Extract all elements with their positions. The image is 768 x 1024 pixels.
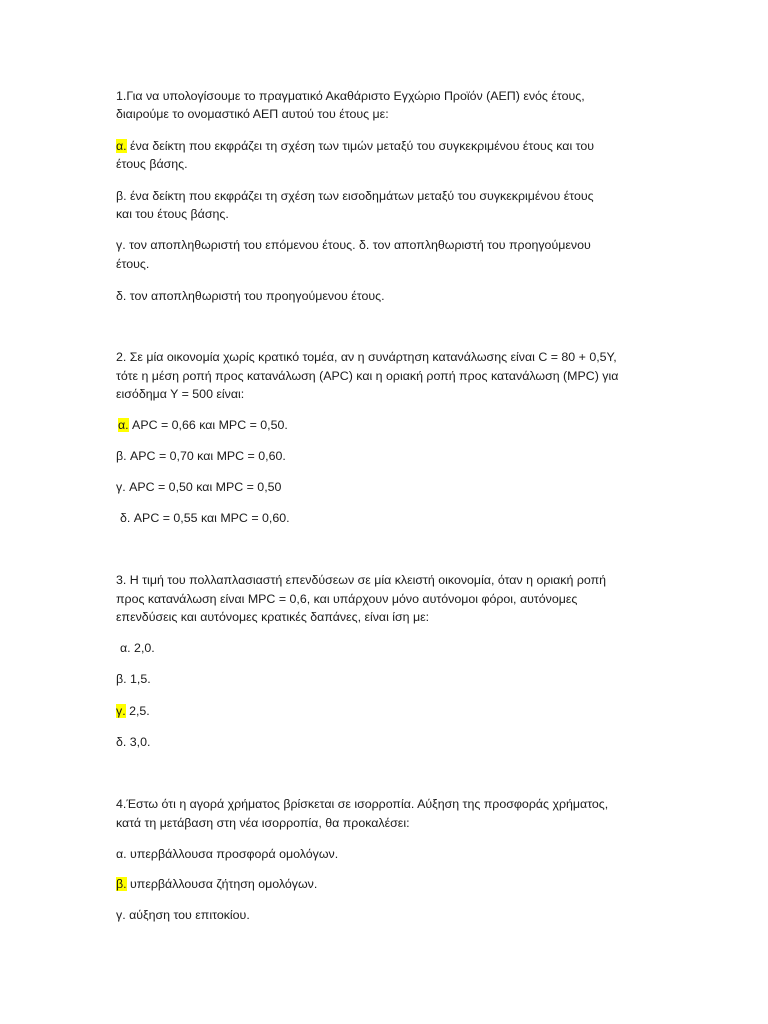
q1-option-a (116, 138, 594, 154)
q3-option-b (116, 671, 151, 687)
q2-option-c-letter: γ. (116, 480, 126, 494)
q3-option-b-letter: β. (116, 672, 127, 686)
q1-option-a-cont: έτους βάσης. (116, 157, 188, 171)
q2-option-a-text: APC = 0,66 και MPC = 0,50. (128, 418, 288, 432)
q3-option-a (120, 640, 155, 656)
q1-option-d-letter: δ. (116, 289, 127, 303)
q3-option-d (116, 734, 150, 750)
q3-option-d-letter: δ. (116, 735, 127, 749)
q3-option-a-letter: α. (120, 641, 131, 655)
q3-stem-line-1: 3. Η τιμή του πολλαπλασιαστή επενδύσεων σε μία κλειστή οικονομία, όταν η οριακή ροπή (116, 573, 607, 587)
q4-option-a (116, 846, 338, 862)
q2-option-c-text: APC = 0,50 και MPC = 0,50 (125, 480, 282, 494)
q1-stem-line-2: διαιρούμε το ονομαστικό ΑΕΠ αυτού του έτους με: (116, 107, 389, 121)
q4-option-c-text: αύξηση του επιτοκίου. (125, 908, 250, 922)
q1-option-c-cont: έτους. (116, 257, 150, 271)
q2-stem-line-2: τότε η μέση ροπή προς κατανάλωση (APC) και η οριακή ροπή προς κατανάλωση (MPC) για (116, 369, 619, 383)
q1-option-b-cont: και του έτους βάσης. (116, 207, 229, 221)
q1-option-d-text: τον αποπληθωριστή του προηγούμενου έτους. (126, 289, 385, 303)
q4-option-a-letter: α. (116, 847, 127, 861)
q3-stem-line-2: προς κατανάλωση είναι MPC = 0,6, και υπάρχουν μόνο αυτόνομοι φόροι, αυτόνομες (116, 592, 578, 606)
q1-stem-line-1: 1.Για να υπολογίσουμε το πραγματικό Ακαθάριστο Εγχώριο Προϊόν (ΑΕΠ) ενός έτους, (116, 89, 585, 103)
q1-option-c-letter: γ. (116, 238, 126, 252)
q2-option-a-letter: α. (118, 418, 129, 432)
q4-option-b-letter: β. (116, 877, 127, 891)
q4-option-c (116, 907, 250, 923)
q1-option-c (116, 237, 591, 253)
q4-option-c-letter: γ. (116, 908, 126, 922)
q2-option-b-letter: β. (116, 449, 127, 463)
q2-option-c (116, 479, 281, 495)
q2-option-a (118, 417, 288, 433)
q1-option-d (116, 288, 385, 304)
q3-option-d-text: 3,0. (126, 735, 151, 749)
q3-option-a-text: 2,0. (130, 641, 155, 655)
q1-option-b-letter: β. (116, 189, 127, 203)
q3-option-c-text: 2,5. (125, 704, 150, 718)
q1-option-b (116, 188, 594, 204)
q4-option-a-text: υπερβάλλουσα προσφορά ομολόγων. (126, 847, 339, 861)
q1-option-a-text: ένα δείκτη που εκφράζει τη σχέση των τιμών μεταξύ του συγκεκριμένου έτους και του (126, 139, 595, 153)
q2-option-b (116, 448, 286, 464)
q2-stem-line-3: εισόδημα Υ = 500 είναι: (116, 387, 245, 401)
q2-stem-line-1: 2. Σε μία οικονομία χωρίς κρατικό τομέα, αν η συνάρτηση κατανάλωσης είναι C = 80 + 0,5Y, (116, 350, 617, 364)
q3-option-c (116, 703, 150, 719)
q2-option-d-letter: δ. (120, 511, 131, 525)
q4-option-b-text: υπερβάλλουσα ζήτηση ομολόγων. (126, 877, 318, 891)
q3-stem-line-3: επενδύσεις και αυτόνομες κρατικές δαπάνες, είναι ίση με: (116, 610, 430, 624)
q1-option-a-letter: α. (116, 139, 127, 153)
q2-option-d (120, 510, 290, 526)
q4-stem-line-1: 4.Έστω ότι η αγορά χρήματος βρίσκεται σε ισορροπία. Αύξηση της προσφοράς χρήματος, (116, 797, 609, 811)
q2-option-d-text: APC = 0,55 και MPC = 0,60. (130, 511, 290, 525)
q1-option-b-text: ένα δείκτη που εκφράζει τη σχέση των εισοδημάτων μεταξύ του συγκεκριμένου έτους (126, 189, 594, 203)
q3-option-b-text: 1,5. (126, 672, 151, 686)
q3-option-c-letter: γ. (116, 704, 126, 718)
q2-option-b-text: APC = 0,70 και MPC = 0,60. (126, 449, 286, 463)
q4-stem-line-2: κατά τη μετάβαση στη νέα ισορροπία, θα προκαλέσει: (116, 816, 410, 830)
q1-option-c-text: τον αποπληθωριστή του επόμενου έτους. δ. τον αποπληθωριστή του προηγούμενου (125, 238, 591, 252)
q4-option-b (116, 876, 317, 892)
